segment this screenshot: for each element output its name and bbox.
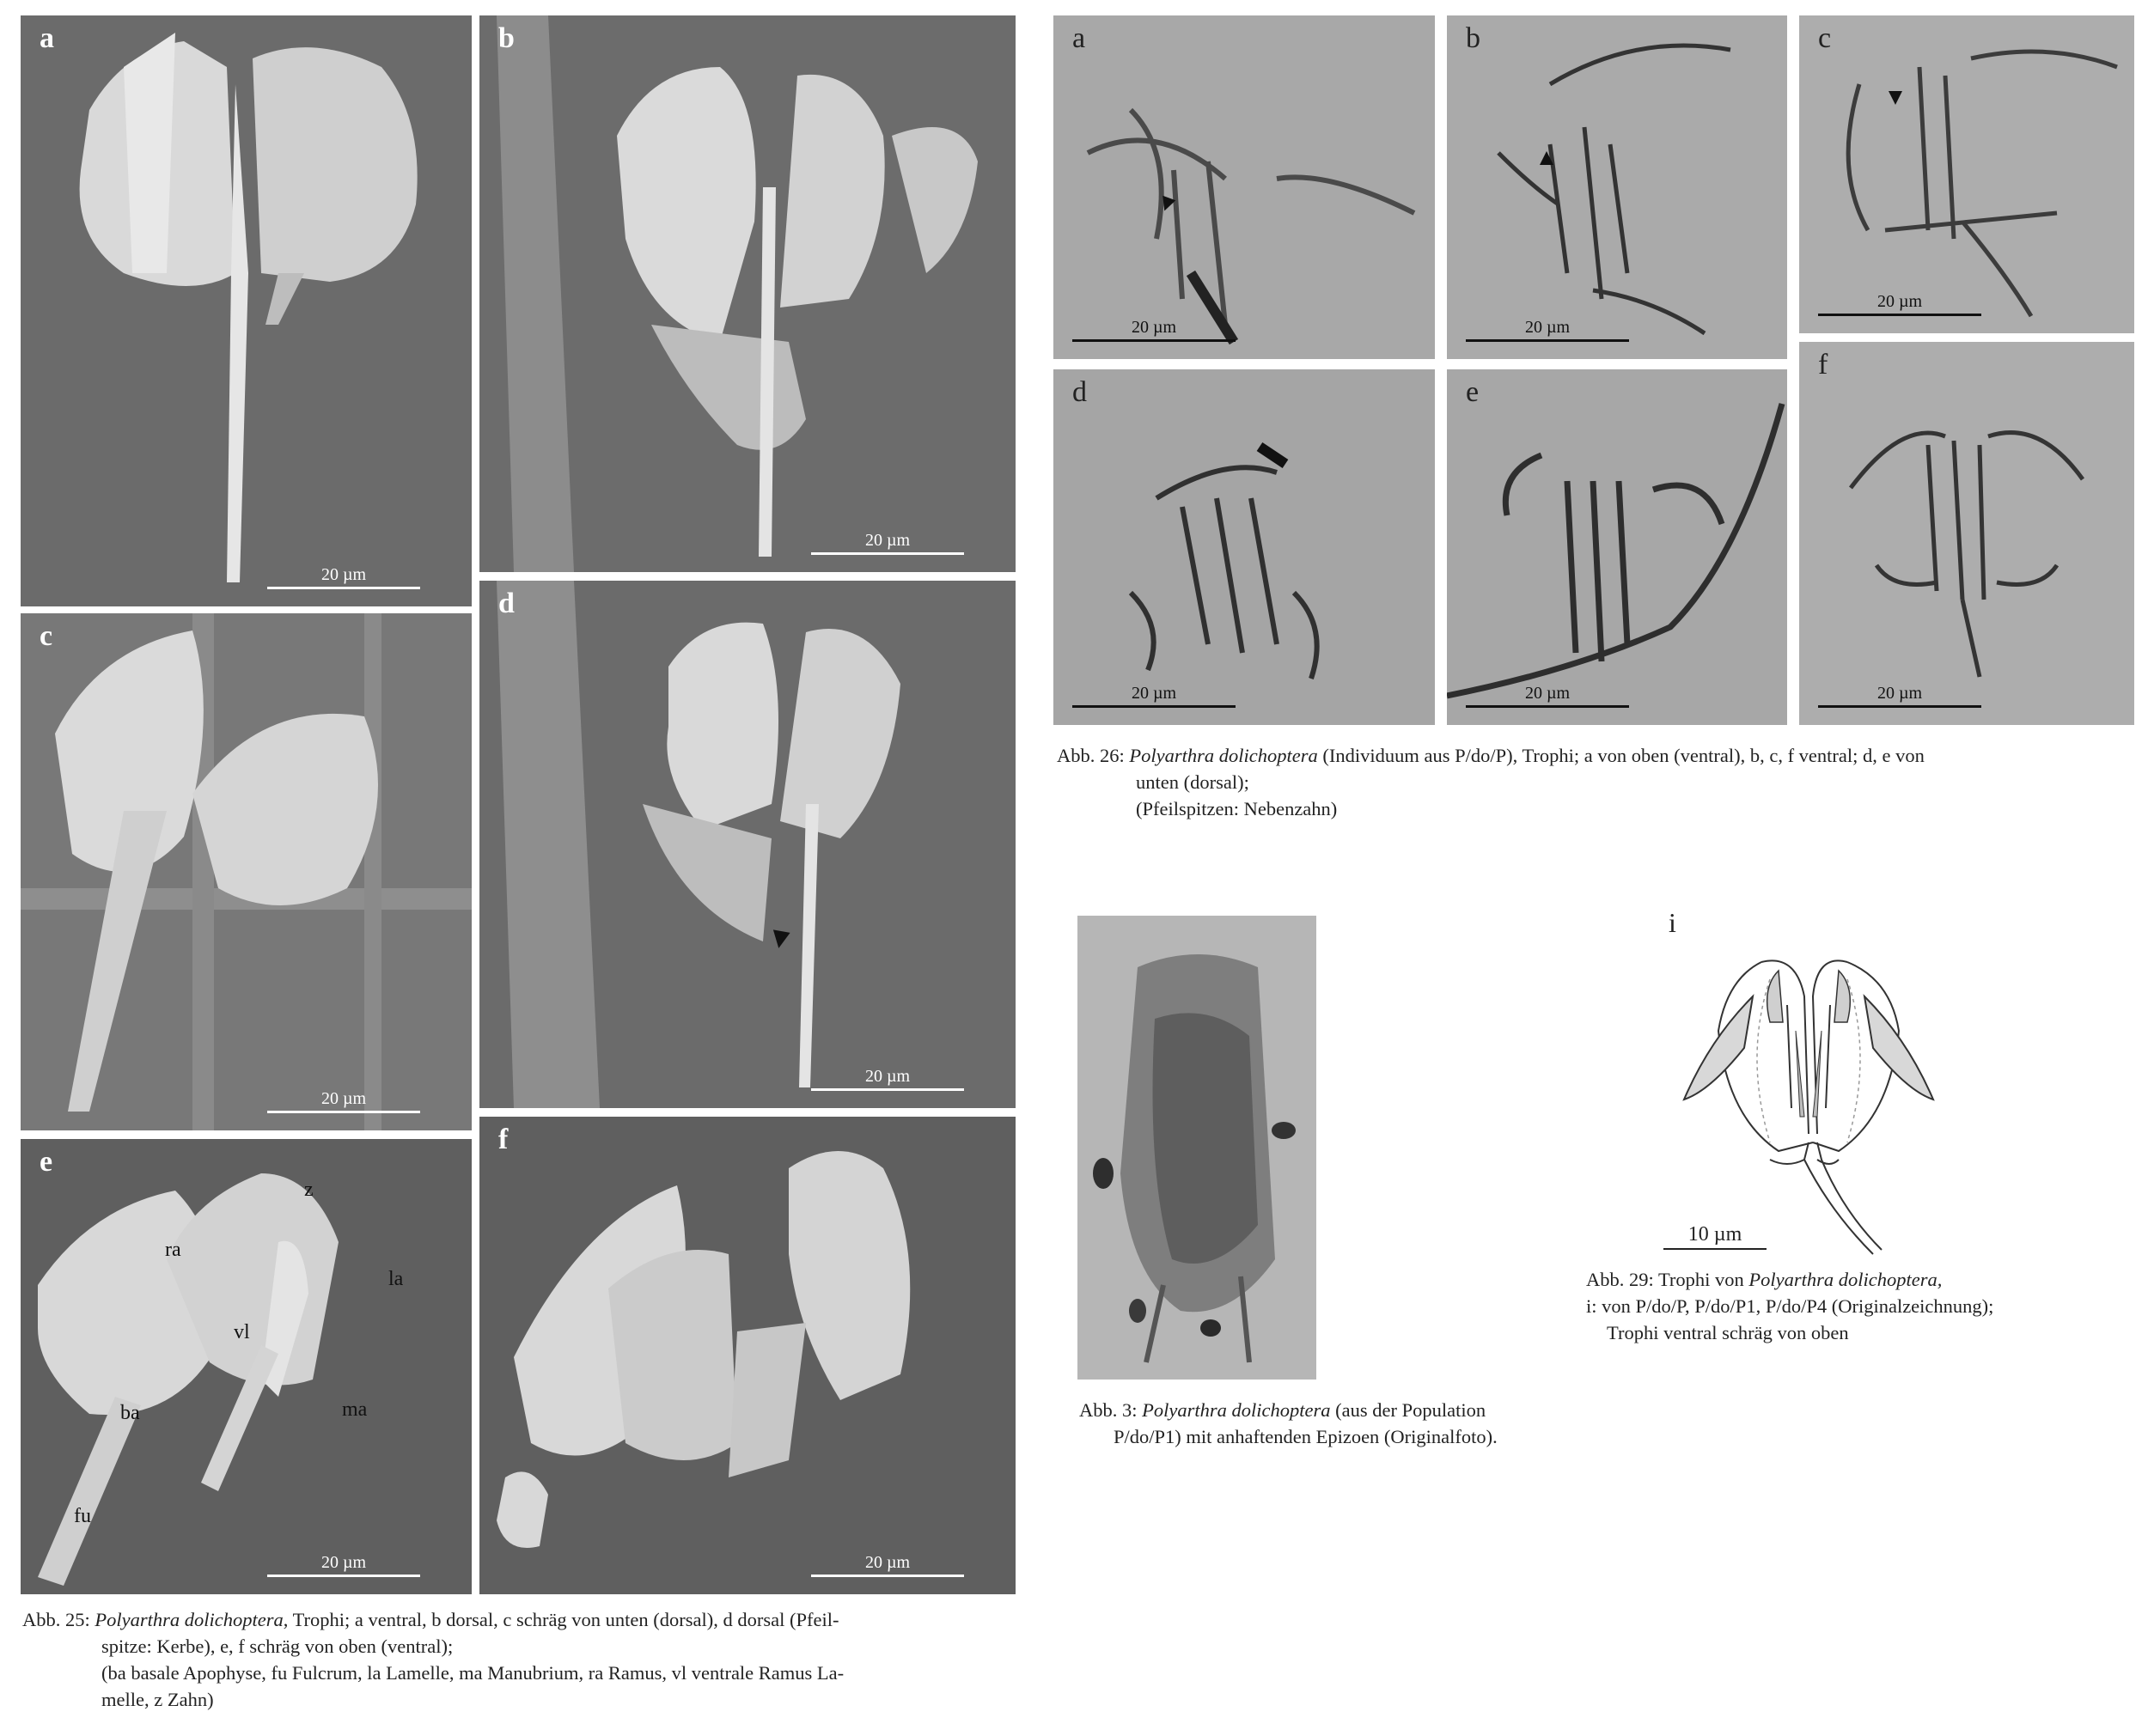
annotation-ba: ba: [120, 1402, 140, 1424]
scale-bar: [267, 1089, 420, 1113]
fig3-photo: [1077, 916, 1316, 1380]
scale-bar: [811, 1553, 964, 1577]
lm-trophi-image: [1447, 369, 1787, 725]
trophi-line-drawing: [1632, 902, 1993, 1263]
caption-line: [1586, 1266, 2136, 1293]
fig3-caption: [1079, 1397, 1629, 1450]
fig26-panel-e: [1447, 369, 1787, 725]
panel-label: f: [1818, 349, 1828, 381]
sem-trophi-image: [479, 581, 1016, 1108]
fig25-panel-f: [479, 1117, 1016, 1594]
scale-text: 20 µm: [1524, 318, 1571, 337]
caption-line: unten (dorsal);: [1136, 771, 1249, 793]
panel-label: d: [498, 588, 515, 619]
species-name: Polyarthra dolichoptera,: [1748, 1269, 1943, 1290]
panel-label: e: [1466, 376, 1480, 408]
scale-bar: [811, 1067, 964, 1091]
panel-label: b: [498, 22, 515, 54]
caption-text: (Individuum aus P/do/P), Trophi; a von oben (ventral), b, c, f ventral; d, e von: [1317, 745, 1925, 766]
arrowhead-kerbe: [770, 929, 790, 949]
caption-prefix: Abb. 25:: [22, 1609, 95, 1630]
fig25-panel-d: [479, 581, 1016, 1108]
sem-trophi-image: [479, 15, 1016, 572]
panel-label: e: [40, 1146, 53, 1178]
fig25-panel-e: [21, 1139, 472, 1594]
scale-text: 20 µm: [864, 1067, 911, 1086]
fig25-panel-c: [21, 613, 472, 1130]
sem-trophi-image: [479, 1117, 1016, 1594]
fig26-panel-d: [1053, 369, 1435, 725]
scale-text: 20 µm: [1524, 684, 1571, 703]
caption-prefix: Abb. 3:: [1079, 1399, 1143, 1421]
lm-trophi-image: [1799, 342, 2134, 725]
fig29-scale-bar: [1663, 1223, 1767, 1250]
annotation-la: la: [388, 1268, 404, 1290]
fig25-panel-a: [21, 15, 472, 606]
scale-bar: [267, 565, 420, 589]
caption-line: [1079, 1397, 1629, 1423]
caption-line: spitze: Kerbe), e, f schräg von oben (ventral);: [101, 1635, 454, 1657]
scale-bar: [1466, 684, 1629, 708]
species-name: Polyarthra dolichoptera: [1129, 745, 1318, 766]
caption-line: P/do/P1) mit anhaftenden Epizoen (Originalfoto).: [1114, 1426, 1498, 1447]
scale-text: 20 µm: [864, 531, 911, 550]
caption-prefix: Abb. 26:: [1057, 745, 1130, 766]
scale-text: 20 µm: [864, 1553, 911, 1572]
caption-line: (Pfeilspitzen: Nebenzahn): [1136, 798, 1338, 819]
lm-trophi-image: [1053, 369, 1435, 725]
caption-text: (aus der Population: [1330, 1399, 1486, 1421]
scale-bar: [1072, 684, 1236, 708]
panel-label: a: [40, 22, 54, 54]
scale-text: 20 µm: [1876, 292, 1923, 311]
annotation-z: z: [304, 1179, 314, 1201]
sem-trophi-image: [21, 15, 472, 606]
lm-trophi-image: [1053, 15, 1435, 359]
fig26-panel-b: [1447, 15, 1787, 359]
scale-text: 20 µm: [320, 1089, 367, 1108]
scale-bar: [1072, 318, 1236, 342]
fig29-caption: [1586, 1266, 2136, 1346]
fig29-drawing: [1632, 902, 1993, 1263]
arrowhead-nebenzahn: [1540, 151, 1553, 165]
sem-trophi-image: [21, 613, 472, 1130]
caption-line: [1057, 742, 2131, 769]
scale-bar: [1466, 318, 1629, 342]
scale-bar: [267, 1553, 420, 1577]
annotation-ra: ra: [165, 1239, 181, 1261]
rotifer-photo: [1077, 916, 1316, 1380]
caption-line: (ba basale Apophyse, fu Fulcrum, la Lamelle, ma Manubrium, ra Ramus, vl ventrale Ramus La-: [101, 1662, 845, 1684]
lm-trophi-image: [1447, 15, 1787, 359]
panel-label: f: [498, 1124, 509, 1155]
caption-line: i: von P/do/P, P/do/P1, P/do/P4 (Originalzeichnung);: [1586, 1295, 1994, 1317]
annotation-ma: ma: [342, 1398, 368, 1421]
annotation-vl: vl: [234, 1321, 250, 1343]
panel-label: i: [1669, 907, 1676, 938]
annotation-fu: fu: [74, 1505, 91, 1527]
caption-text: , Trophi; a ventral, b dorsal, c schräg von unten (dorsal), d dorsal (Pfeil-: [283, 1609, 839, 1630]
scale-text: 20 µm: [320, 1553, 367, 1572]
fig26-panel-a: [1053, 15, 1435, 359]
scale-text: 10 µm: [1687, 1223, 1742, 1246]
caption-line: [22, 1606, 1028, 1633]
panel-label: b: [1466, 22, 1480, 54]
scale-text: 20 µm: [320, 565, 367, 584]
fig26-panel-c: [1799, 15, 2134, 333]
scale-text: 20 µm: [1131, 684, 1177, 703]
scale-bar: [1818, 684, 1981, 708]
caption-prefix: Abb. 29: Trophi von: [1586, 1269, 1749, 1290]
fig25-caption: [22, 1606, 1028, 1713]
scale-text: 20 µm: [1876, 684, 1923, 703]
arrowhead-nebenzahn: [1889, 91, 1902, 105]
scale-bar: [1818, 292, 1981, 316]
caption-line: melle, z Zahn): [101, 1689, 214, 1710]
scale-bar: [811, 531, 964, 555]
panel-label: a: [1072, 22, 1086, 54]
panel-label: c: [1818, 22, 1832, 54]
panel-label: c: [40, 620, 53, 652]
caption-line: Trophi ventral schräg von oben: [1607, 1322, 1849, 1343]
species-name: Polyarthra dolichoptera: [95, 1609, 284, 1630]
fig25-panel-b: [479, 15, 1016, 572]
scale-text: 20 µm: [1131, 318, 1177, 337]
species-name: Polyarthra dolichoptera: [1142, 1399, 1331, 1421]
fig26-panel-f: [1799, 342, 2134, 725]
fig26-caption: [1057, 742, 2131, 822]
panel-label: d: [1072, 376, 1087, 408]
lm-trophi-image: [1799, 15, 2134, 333]
